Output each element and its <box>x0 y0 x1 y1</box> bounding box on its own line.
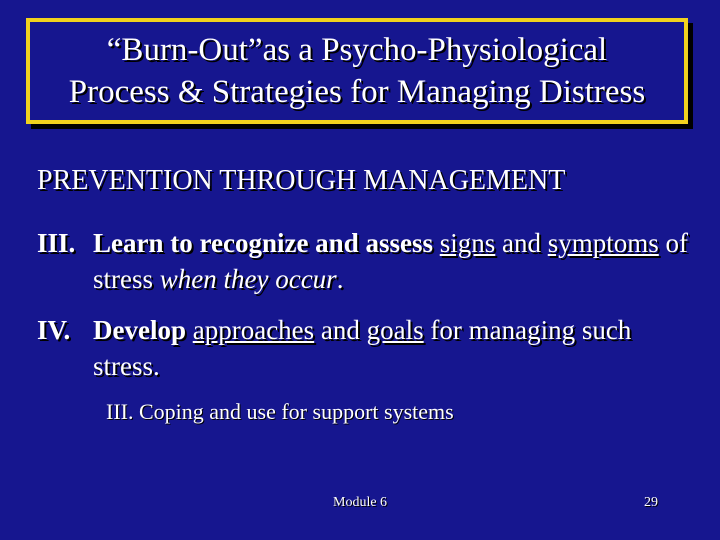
emphasis-when-they-occur: when they occur <box>159 264 337 294</box>
page-number: 29 <box>644 495 658 510</box>
list-item-4-text <box>93 312 697 384</box>
list-item-3-text-part: and <box>495 228 548 258</box>
section-heading: PREVENTION THROUGH MANAGEMENT <box>37 165 566 196</box>
list-item-4-number: IV. <box>37 315 71 345</box>
list-item-4-text-part: and <box>314 315 367 345</box>
list-item-3-text <box>93 225 697 297</box>
list-item-4 <box>37 312 697 384</box>
list-item-3 <box>37 225 697 297</box>
list-item-3-number: III. <box>37 228 76 258</box>
list-item-4-text-part: for managing such stress. <box>93 315 632 381</box>
slide-title-line-1: “Burn-Out”as a Psycho-Physiological <box>106 32 608 68</box>
keyword-signs: signs <box>439 228 496 258</box>
list-item-4-text-part: Develop <box>93 315 193 345</box>
list-item-3-text-part: Learn to recognize and assess <box>93 228 440 258</box>
list-item-3-text-part: of stress <box>93 228 689 294</box>
slide-title-line-2: Process & Strategies for Managing Distress <box>68 74 646 110</box>
list-item-3-text-part: . <box>336 264 344 294</box>
keyword-symptoms: symptoms <box>547 228 659 258</box>
keyword-goals: goals <box>366 315 424 345</box>
sub-item-coping: III. Coping and use for support systems <box>106 399 454 424</box>
footer-module-label: Module 6 <box>333 495 388 510</box>
keyword-approaches: approaches <box>192 315 315 345</box>
slide-title-box <box>26 18 688 124</box>
